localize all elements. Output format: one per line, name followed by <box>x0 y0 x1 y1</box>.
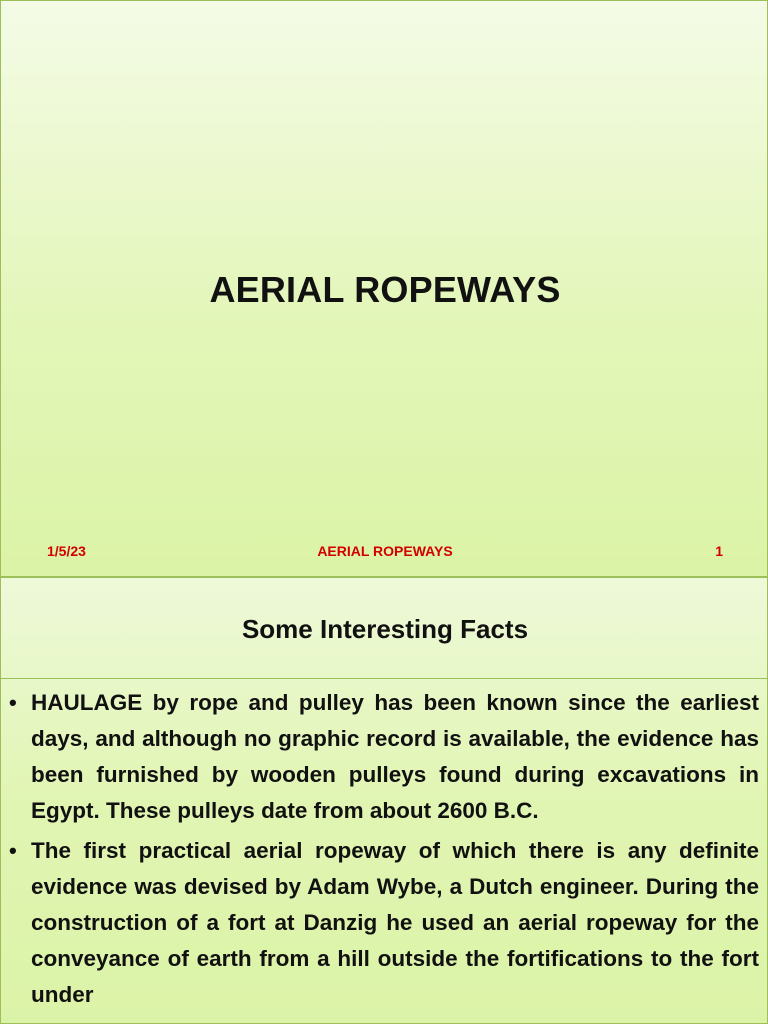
footer-date: 1/5/23 <box>47 543 86 559</box>
footer-center-text: AERIAL ROPEWAYS <box>317 543 453 559</box>
list-item <box>1 833 768 1013</box>
slide-footer <box>1 541 768 563</box>
list-item <box>1 685 768 829</box>
slide-title: AERIAL ROPEWAYS <box>209 269 561 310</box>
title-divider <box>1 678 768 679</box>
bullet-text: The first practical aerial ropeway of which there is any definite evidence was devised by Adam Wybe, a Dutch engineer. During the construction of a fort at Danzig he used an aerial ropeway for the conveyance of earth from a hill outside the fortifications to the fort under <box>31 838 759 1007</box>
slide-title: Some Interesting Facts <box>241 614 529 644</box>
slide-2 <box>0 577 768 1024</box>
bullet-text: HAULAGE by rope and pulley has been known since the earliest days, and although no graphic record is available, the evidence has been furnished by wooden pulleys found during excavations in Egypt. These pulleys date from about 2600 B.C. <box>31 690 759 823</box>
bullet-icon: • <box>9 690 17 715</box>
bullet-icon: • <box>9 838 17 863</box>
bullet-list <box>1 685 768 1017</box>
footer-page-number: 1 <box>715 543 723 559</box>
